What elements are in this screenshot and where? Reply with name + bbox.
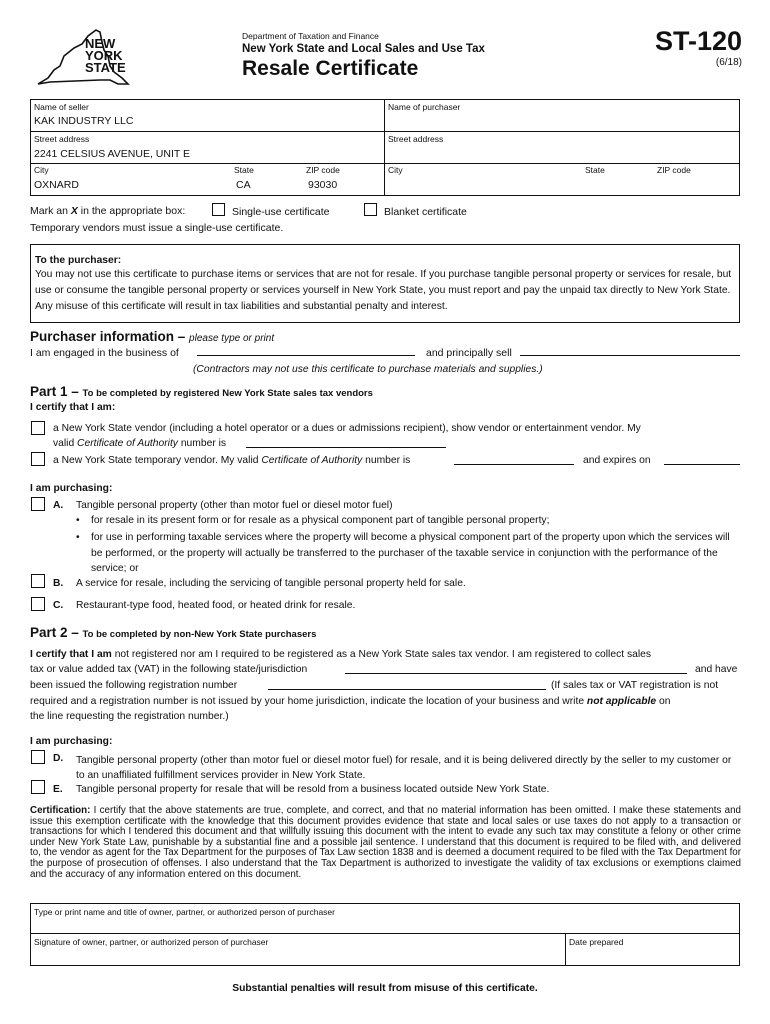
part2-jurisdiction-label: tax or value added tax (VAT) in the following state/jurisdiction <box>30 664 308 675</box>
purchaser-street-label: Street address <box>388 134 444 144</box>
seller-city-label: City <box>34 165 49 175</box>
seller-state-field[interactable]: CA <box>236 179 251 191</box>
seller-street-label: Street address <box>34 134 90 144</box>
principally-sell-label: and principally sell <box>426 347 512 359</box>
print-name-field[interactable] <box>33 917 737 932</box>
vendor-checkbox[interactable] <box>31 421 45 435</box>
seller-name-field[interactable]: KAK INDUSTRY LLC <box>34 115 134 127</box>
seller-name-label: Name of seller <box>34 102 89 112</box>
temp-vendor-checkbox[interactable] <box>31 452 45 466</box>
option-c-letter: C. <box>53 600 64 611</box>
form-subtitle: New York State and Local Sales and Use Tax <box>242 43 485 55</box>
form-title: Resale Certificate <box>242 57 419 80</box>
part1-purchasing: I am purchasing: <box>30 483 113 494</box>
seller-purchaser-grid <box>30 99 740 196</box>
expires-label: and expires on <box>583 455 651 466</box>
signature-box <box>30 903 740 966</box>
single-use-label: Single-use certificate <box>232 206 330 218</box>
temp-vendor-text: a New York State temporary vendor. My valid Certificate of Authority number is <box>53 455 411 466</box>
logo-word-2: YORK <box>85 48 123 63</box>
signature-field[interactable] <box>33 948 563 964</box>
option-e-checkbox[interactable] <box>31 780 45 794</box>
purchaser-name-label: Name of purchaser <box>388 102 461 112</box>
jurisdiction-field[interactable] <box>345 665 687 674</box>
signature-label: Signature of owner, partner, or authorized person of purchaser <box>34 937 269 947</box>
option-a-bullet-2: • for use in performing taxable services where the property will become a physical component part of the property upon which the services will be performed, or the property will actually be transferred to the purchaser of the taxable service in conjunction with the performance of the service; or <box>76 532 730 574</box>
purchaser-info-heading: Purchaser information – please type or print <box>30 329 275 344</box>
part2-purchasing: I am purchasing: <box>30 736 113 747</box>
notice-title: To the purchaser: <box>35 255 122 266</box>
option-d-letter: D. <box>53 753 64 764</box>
business-field[interactable] <box>197 347 415 356</box>
seller-state-label: State <box>234 165 254 175</box>
principally-sell-field[interactable] <box>520 347 740 356</box>
and-have-label: and have <box>695 664 738 675</box>
date-prepared-field[interactable] <box>568 948 736 964</box>
registration-number-label: been issued the following registration number <box>30 680 238 691</box>
registration-note: (If sales tax or VAT registration is not <box>551 680 719 691</box>
option-a-bullet-1: • for resale in its present form or for resale as a physical component part of tangible personal property; <box>76 515 550 526</box>
option-b-letter: B. <box>53 578 64 589</box>
option-b-checkbox[interactable] <box>31 574 45 588</box>
purchaser-state-label: State <box>585 165 605 175</box>
option-a-checkbox[interactable] <box>31 497 45 511</box>
blanket-checkbox[interactable] <box>364 203 377 216</box>
logo-word-3: STATE <box>85 60 126 75</box>
seller-street-field[interactable]: 2241 CELSIUS AVENUE, UNIT E <box>34 148 191 160</box>
vendor-coa-field[interactable] <box>246 439 446 448</box>
seller-city-field[interactable]: OXNARD <box>34 179 79 191</box>
temporary-vendor-note: Temporary vendors must issue a single-use certificate. <box>30 222 284 234</box>
option-d-checkbox[interactable] <box>31 750 45 764</box>
print-name-label: Type or print name and title of owner, partner, or authorized person of purchaser <box>34 907 335 917</box>
option-a-text: Tangible personal property (other than motor fuel or diesel motor fuel) <box>76 500 393 511</box>
ny-state-logo <box>30 26 140 96</box>
seller-zip-field[interactable]: 93030 <box>308 179 338 191</box>
contractors-note: (Contractors may not use this certificate to purchase materials and supplies.) <box>193 364 543 375</box>
form-revision: (6/18) <box>715 57 742 68</box>
expires-field[interactable] <box>664 456 740 465</box>
temp-coa-field[interactable] <box>454 456 574 465</box>
vendor-text: a New York State vendor (including a hotel operator or a dues or admissions recipient), show vendor or entertainment vendor. My <box>53 423 641 434</box>
certification-text: Certification: I certify that the above statements are true, complete, and correct, and that no material information has been omitted. I make these statements and issue this exemption certificate with the knowledge that this document provides evidence that state and local sales or use taxes do not apply to a transaction or transactions for which I tendered this document and that willfully issuing this document with the intent to evade any such tax may constitute a felony or other crime under New York State Law, punishable by a substantial fine and a possible jail sentence. I understand that this document is required to be filed with, and delivered to, the vendor as agent for the Tax Department for the purposes of Tax Law section 1838 and is deemed a document required to be filed with the Tax Department for the purpose of prosecution of offenses. I also understand that the Tax Department is authorized to investigate the validity of tax exclusions or exemptions claimed and the accuracy of any information entered on this document. <box>30 805 741 880</box>
purchaser-zip-label: ZIP code <box>657 165 691 175</box>
date-prepared-label: Date prepared <box>569 937 624 947</box>
registration-number-field[interactable] <box>268 681 546 690</box>
vendor-coa-label: valid Certificate of Authority number is <box>53 438 227 449</box>
department-name: Department of Taxation and Finance <box>242 31 379 41</box>
single-use-checkbox[interactable] <box>212 203 225 216</box>
option-b-text: A service for resale, including the servicing of tangible personal property held for sale. <box>76 578 466 589</box>
option-e-text: Tangible personal property for resale that will be resold from a business located outside New York State. <box>76 784 550 795</box>
purchaser-notice-box <box>30 244 740 323</box>
purchaser-city-label: City <box>388 165 403 175</box>
part2-certify: I certify that I am not registered nor am I required to be registered as a New York State sales tax vendor. I am registered to collect sales <box>30 649 651 660</box>
option-a-letter: A. <box>53 500 64 511</box>
option-c-text: Restaurant-type food, heated food, or heated drink for resale. <box>76 600 356 611</box>
option-d-text: Tangible personal property (other than motor fuel or diesel motor fuel) for resale, and it is being delivered directly by the seller to my customer or to an unaffiliated fulfillment services provider in New York State. <box>76 755 732 781</box>
ny-state-wordmark <box>85 38 126 74</box>
part2-location-line: required and a registration number is not issued by your home jurisdiction, indicate the location of your business and write not applicable on <box>30 696 671 707</box>
part2-heading: Part 2 – To be completed by non-New York State purchasers <box>30 625 317 640</box>
seller-zip-label: ZIP code <box>306 165 340 175</box>
option-e-letter: E. <box>53 784 63 795</box>
business-line: I am engaged in the business of <box>30 347 179 359</box>
part1-heading: Part 1 – To be completed by registered New York State sales tax vendors <box>30 384 373 399</box>
option-c-checkbox[interactable] <box>31 597 45 611</box>
blanket-label: Blanket certificate <box>384 206 467 218</box>
logo-word-1: NEW <box>85 36 116 51</box>
notice-body: You may not use this certificate to purchase items or services that are not for resale. If you purchase tangible personal property or services for resale, but use or consume the tangible personal property or services yourself in New York State, you must report and pay the unpaid tax directly to New York State. Any misuse of this certificate will result in tax liabilities and substantial penalty and interest. <box>35 269 732 312</box>
mark-instruction: Mark an X in the appropriate box: <box>30 205 186 217</box>
penalty-footer: Substantial penalties will result from misuse of this certificate. <box>232 983 538 994</box>
form-number: ST-120 <box>654 26 742 56</box>
part1-certify: I certify that I am: <box>30 402 116 413</box>
part2-line5: the line requesting the registration number.) <box>30 711 229 722</box>
